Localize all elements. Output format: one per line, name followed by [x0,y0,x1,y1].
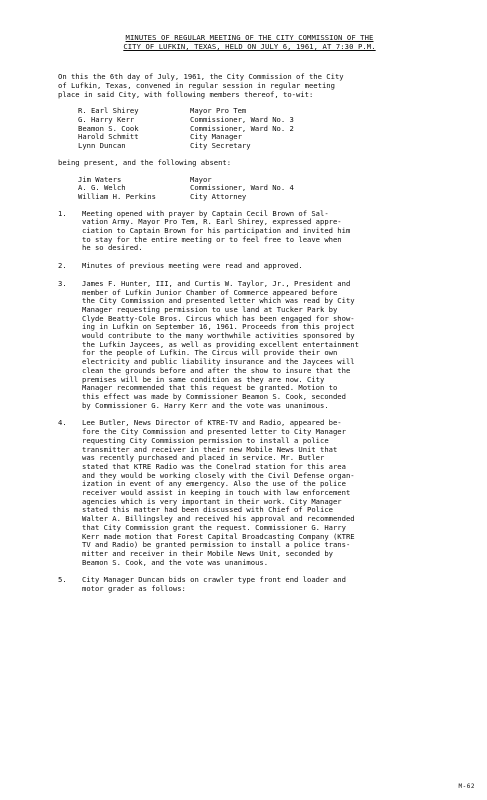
member-name: Beamon S. Cook [78,123,139,133]
item-number: 5. [58,575,67,585]
title-line-1: MINUTES OF REGULAR MEETING OF THE CITY COMMISSION OF THE [125,33,374,42]
title-line-2: CITY OF LUFKIN, TEXAS, HELD ON JULY 6, 1961, AT 7:30 P.M. [123,41,376,51]
member-row [78,142,457,151]
agenda-item [58,262,457,271]
member-name: Harold Schmitt [78,132,139,142]
item-text: James F. Hunter, III, and Curtis W. Taylor, Jr., President and member of Lufkin Junior Chamber of Commerce appeared before the City Commission and presented letter which was read by City Manager requesting permission to use land at Tucker Park by Clyde Beatty-Cole Bros. Circus which has been engaged for show- ing in Lufkin on September 16, 1961. Proceeds from this project would contribute to the many worthwhile activities sponsored by the Lufkin Jaycees, as well as providing excellent entertainment for the people of Lufkin. The Circus will provide their own electricity and public liability insurance and the Jaycees will clean the grounds before and after the show to insure that the premises will be in same condition as they are now. City Manager recommended that this request be granted. Motion to this effect was made by Commissioner Beamon S. Cook, seconded by Commissioner G. Harry Kerr and the vote was unanimous. [82,278,359,410]
absent-members-list [78,176,457,202]
item-text: Minutes of previous meeting were read and approved. [82,261,303,271]
item-number: 1. [58,208,67,218]
member-title: City Attorney [190,191,247,201]
agenda-item [58,419,457,567]
item-number: 2. [58,261,67,271]
page-code: M-62 [458,783,475,791]
agenda-item [58,280,457,411]
member-row [78,133,457,142]
member-title: City Manager [190,132,242,142]
member-name: Lynn Duncan [78,141,126,151]
member-name: William H. Perkins [78,191,156,201]
member-name: Jim Waters [78,174,122,184]
member-title: Mayor [190,174,212,184]
member-title: City Secretary [190,141,251,151]
absent-label: being present, and the following absent: [58,157,232,167]
item-text: Lee Butler, News Director of KTRE-TV and Radio, appeared be- fore the City Commission and presented letter to City Manager requesting City Commission permission to install a police transmitter and receiver in their new Mobile News Unit that was recently purchased and placed in service. Mr. Butler stated that KTRE Radio was the Conelrad station for this area and they would be working closely with the Civil Defense organ- ization in event of any emergency. Also the use of the police receiver would assist in keeping in touch with law enforcement agencies which is very important in their work. City Manager stated this matter had been discussed with Chief of Police Walter A. Billingsley and received his approval and recommended that City Commission grant the request. Commissioner G. Harry Kerr made motion that Forest Capital Broadcasting Company (KTRE TV and Radio) be granted permission to install a police trans- mitter and receiver in their Mobile News Unit, seconded by Beamon S. Cook, and the vote was unanimous. [82,418,355,567]
member-row [78,193,457,202]
document-title [58,34,457,51]
agenda-item [58,210,457,254]
member-title: Commissioner, Ward No. 4 [190,183,294,193]
item-text: City Manager Duncan bids on crawler type front end loader and motor grader as follows: [82,575,346,594]
item-number: 4. [58,418,67,428]
item-text: Meeting opened with prayer by Captain Cecil Brown of Sal- vation Army. Mayor Pro Tem, R. Earl Shirey, expressed appre- ciation to Captain Brown for his participation and invited him to stay for the entire meeting or to feel free to leave when he so desired. [82,208,351,253]
member-name: G. Harry Kerr [78,115,135,124]
member-name: A. G. Welch [78,183,126,193]
intro-paragraph: On this the 6th day of July, 1961, the City Commission of the City of Lufkin, Texas, convened in regular session in regular meeting place in said City, with following members thereof, to-wit: [58,72,344,99]
member-title: Mayor Pro Tem [190,106,247,116]
member-title: Commissioner, Ward No. 3 [190,115,294,124]
agenda-item [58,576,457,593]
present-members-list [78,107,457,151]
member-name: R. Earl Shirey [78,106,139,116]
item-number: 3. [58,278,67,288]
member-title: Commissioner, Ward No. 2 [190,123,294,133]
